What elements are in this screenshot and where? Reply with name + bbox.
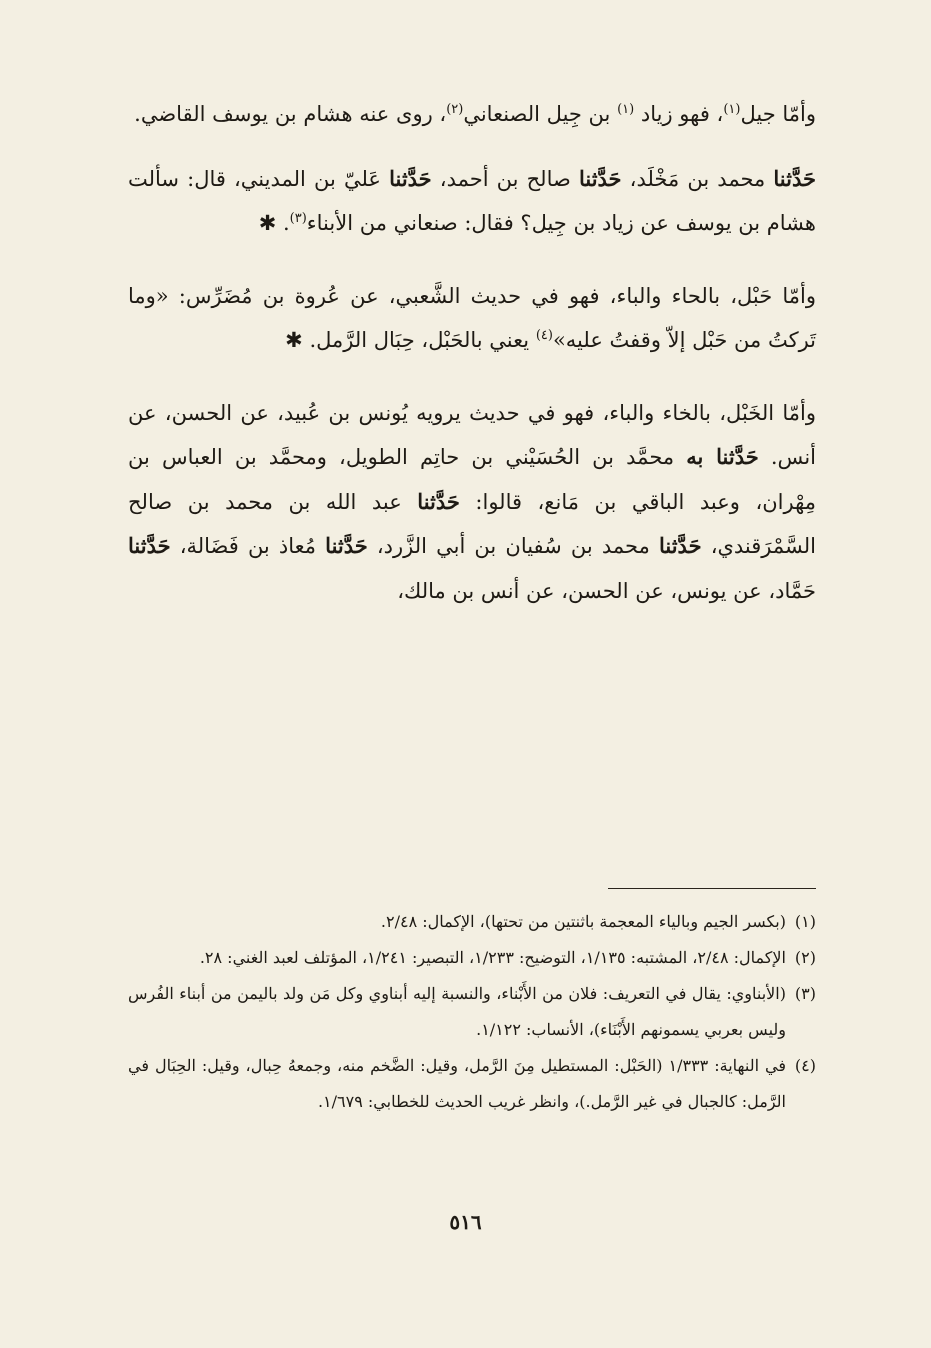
hadith-formula: حَدَّثنا bbox=[578, 165, 622, 191]
text-run: ، روى عنه هشام بن يوسف القاضي. bbox=[134, 102, 447, 126]
text-run: ، فهو زياد bbox=[634, 102, 724, 126]
text-run: وأمّا جيل bbox=[740, 102, 816, 126]
text-run: محمَّد بن الحُسَيْني بن حاتِم الطويل، ومحمَّد بن العباس بن مِهْران، وعبد الباقي بن مَانع، قالوا: bbox=[128, 445, 816, 514]
text-run: عَليّ بن المديني، قال: سألت هشام بن يوسف عن زياد بن جِيل؟ فقال: صنعاني من الأبناء bbox=[128, 166, 816, 235]
text-run: . ✱ bbox=[258, 211, 290, 235]
footnote-separator bbox=[608, 888, 816, 889]
footnote-reference: (١) bbox=[617, 102, 635, 117]
text-run: عبد الله بن محمد بن صالح السَّمْرَقندي، bbox=[128, 489, 817, 558]
footnote bbox=[128, 940, 816, 976]
paragraph bbox=[128, 92, 816, 137]
footnote-number: (٤) bbox=[794, 1056, 816, 1075]
text-run: حَمَّاد، عن يونس، عن الحسن، عن أنس بن مالك، bbox=[397, 578, 816, 603]
footnote-number: (٣) bbox=[794, 984, 816, 1003]
paragraph bbox=[128, 391, 816, 614]
footnote bbox=[128, 976, 816, 1048]
text-run: مُعاذ بن فَضَالة، bbox=[170, 534, 326, 558]
hadith-formula: حَدَّثنا bbox=[325, 533, 368, 558]
hadith-formula: حَدَّثنا bbox=[128, 533, 171, 558]
footnote-text: (بكسر الجيم وبالياء المعجمة باثنتين من تحتها)، الإكمال: ٢/٤٨. bbox=[380, 912, 786, 931]
text-run: محمد بن سُفيان بن أبي الزَّرد، bbox=[367, 534, 659, 558]
footnote-text: (الأبناوي: يقال في التعريف: فلان من الأَبْناء، والنسبة إليه أبناوي وكل مَن ولد باليمن من أبناء الفُرس وليس بعربي يسمونهم الأَبْنَاء)، الأنساب: ١/١٢٢. bbox=[128, 984, 786, 1039]
text-run: بن جِيل الصنعاني bbox=[463, 102, 618, 126]
footnote-reference: (٢) bbox=[446, 102, 464, 117]
text-run: صالح بن أحمد، bbox=[431, 166, 579, 191]
footnote-text: الإكمال: ٢/٤٨، المشتبه: ١/١٣٥، التوضيح: ١/٢٣٣، التبصير: ١/٢٤١، المؤتلف لعبد الغني: ٢٨. bbox=[199, 948, 786, 967]
text-run: وأمّا الخَبْل، بالخاء والباء، فهو في حديث يرويه يُونس بن عُبيد، عن الحسن، عن أنس. bbox=[128, 400, 817, 469]
paragraph bbox=[128, 274, 816, 363]
hadith-formula: حَدَّثنا bbox=[389, 165, 432, 191]
page-number: ٥١٦ bbox=[449, 1210, 482, 1234]
footnotes bbox=[128, 904, 816, 1120]
hadith-formula: حَدَّثنا به bbox=[686, 444, 759, 469]
footnote-number: (٢) bbox=[794, 948, 816, 967]
text-run: يعني بالحَبْل، حِبَال الرَّمل. ✱ bbox=[285, 328, 536, 352]
footnote-reference: (٤) bbox=[535, 328, 553, 343]
main-text bbox=[128, 92, 816, 613]
text-run: وأمّا حَبْل، بالحاء والباء، فهو في حديث الشَّعبي، عن عُروة بن مُضَرِّس: «وما تَركتُ من حَبْل إلاّ وقفتُ عليه» bbox=[128, 283, 816, 352]
hadith-formula: حَدَّثنا bbox=[773, 165, 816, 191]
paragraph bbox=[128, 157, 816, 246]
text-run: محمد بن مَخْلَد، bbox=[621, 166, 774, 191]
footnote-number: (١) bbox=[794, 912, 816, 931]
hadith-formula: حَدَّثنا bbox=[658, 533, 702, 558]
footnote-text: في النهاية: ١/٣٣٣ (الحَبْل: المستطيل مِنَ الرَّمل، وقيل: الضَّخم منه، وجمعهُ حِبال، وقيل: الحِبَال في الرَّمل: كالجبال في غير الرَّمل.)، وانظر غريب الحديث للخطابي: ١/٦٧٩. bbox=[128, 1056, 786, 1111]
footnote bbox=[128, 904, 816, 940]
footnote-reference: (١) bbox=[723, 102, 741, 117]
hadith-formula: حَدَّثنا bbox=[417, 488, 460, 514]
footnote bbox=[128, 1048, 816, 1120]
footnote-reference: (٣) bbox=[289, 211, 307, 226]
